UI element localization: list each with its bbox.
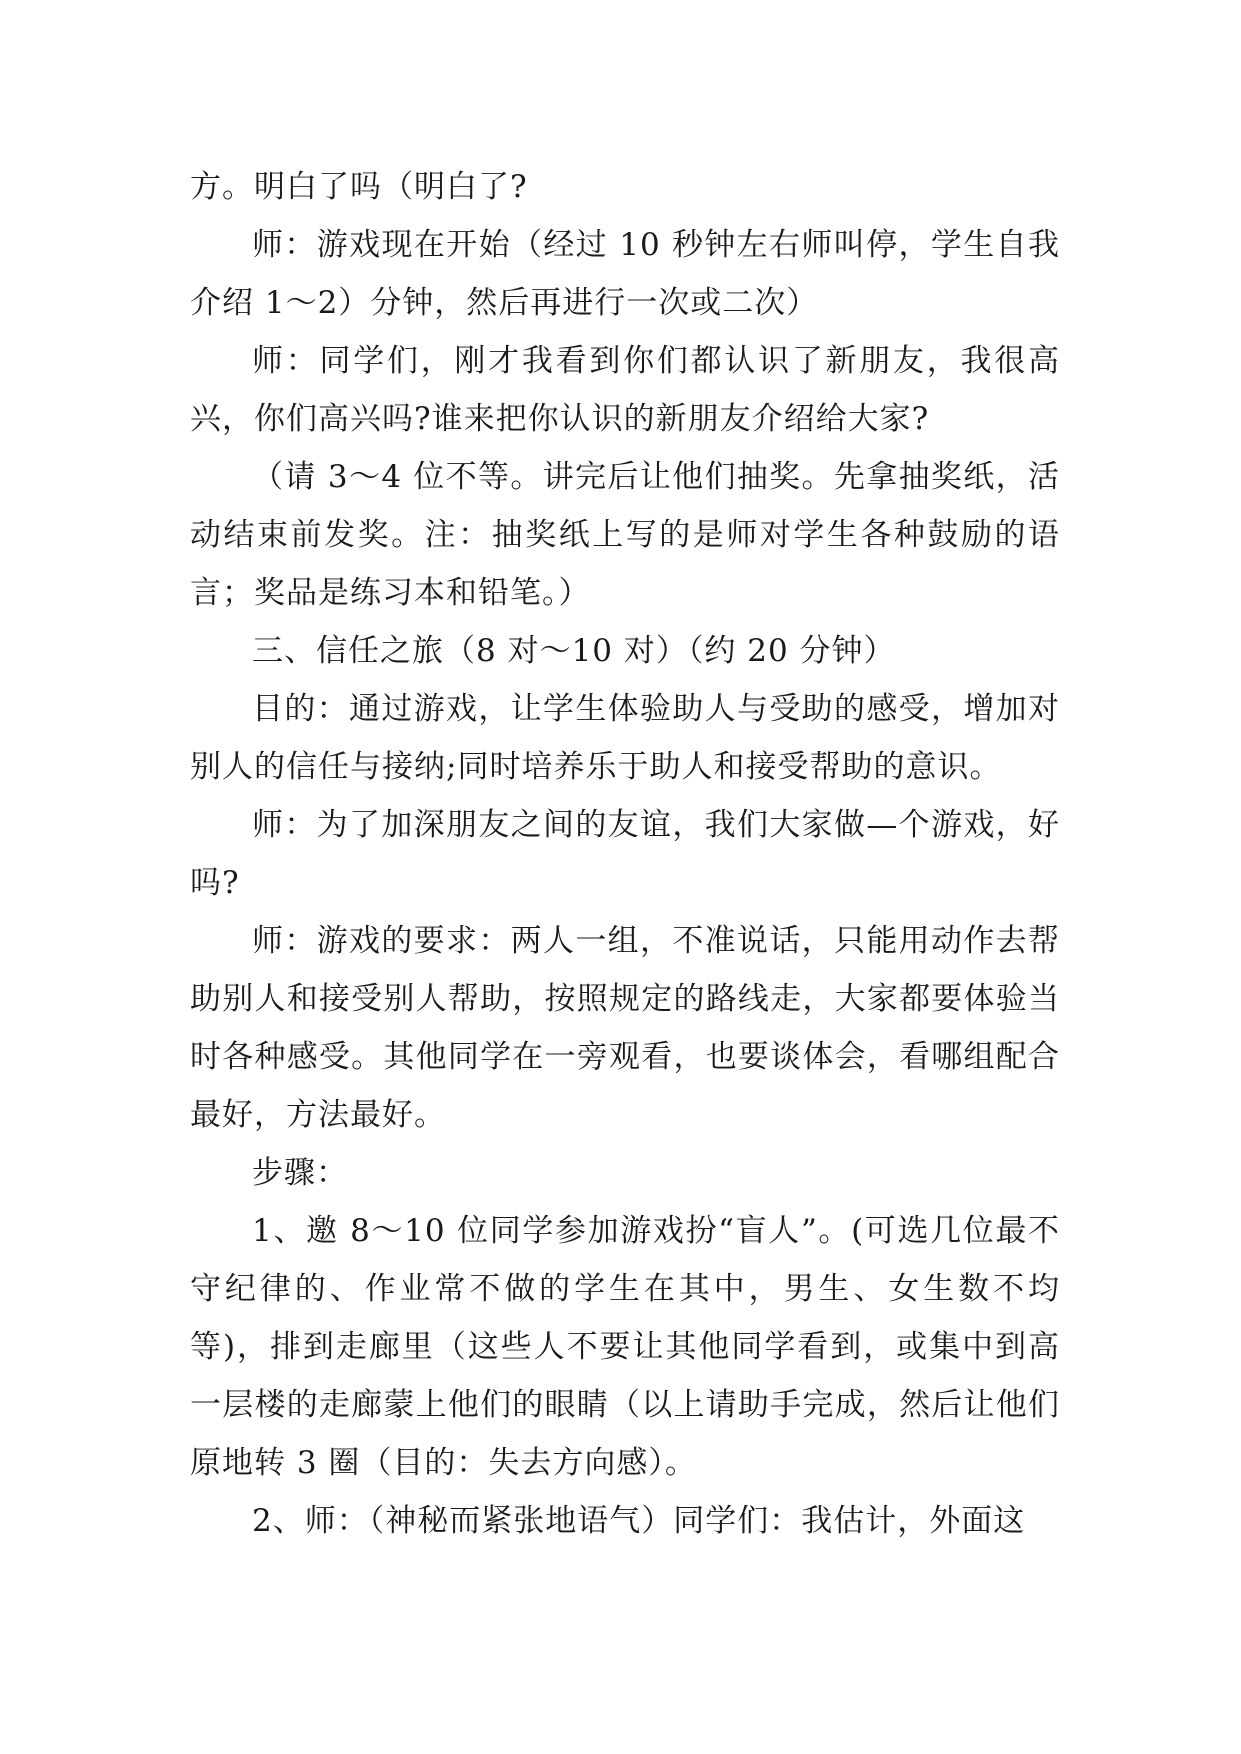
step-item: 1、邀 8～10 位同学参加游戏扮“盲人”。(可选几位最不守纪律的、作业常不做的学生在其中，男生、女生数不均等)，排到走廊里（这些人不要让其他同学看到，或集中到高一层楼的走廊蒙上他们的眼睛（以上请助手完成，然后让他们原地转 3 圈（目的：失去方向感）。 — [190, 1213, 1060, 1481]
step-item: 2、师：（神秘而紧张地语气）同学们：我估计，外面这 — [252, 1503, 1026, 1539]
paragraph: 师：为了加深朋友之间的友谊，我们大家做—个游戏，好吗? — [190, 807, 1060, 901]
paragraph: 师：同学们，刚才我看到你们都认识了新朋友，我很高兴，你们高兴吗?谁来把你认识的新朋友介绍给大家? — [190, 343, 1060, 437]
paragraph: 师：游戏的要求：两人一组，不准说话，只能用动作去帮助别人和接受别人帮助，按照规定的路线走，大家都要体验当时各种感受。其他同学在一旁观看，也要谈体会，看哪组配合最好，方法最好。 — [190, 923, 1060, 1133]
document-body — [190, 158, 1060, 1550]
paragraph: （请 3～4 位不等。讲完后让他们抽奖。先拿抽奖纸，活动结束前发奖。注：抽奖纸上写的是师对学生各种鼓励的语言；奖品是练习本和铅笔。） — [190, 459, 1060, 611]
paragraph: 师：游戏现在开始（经过 10 秒钟左右师叫停，学生自我介绍 1～2）分钟，然后再进行一次或二次） — [190, 227, 1060, 321]
paragraph: 目的：通过游戏，让学生体验助人与受助的感受，增加对别人的信任与接纳;同时培养乐于助人和接受帮助的意识。 — [190, 691, 1060, 785]
section-heading: 三、信任之旅（8 对～10 对）（约 20 分钟） — [252, 633, 896, 669]
paragraph: 方。明白了吗（明白了? — [190, 169, 528, 205]
steps-heading: 步骤： — [252, 1155, 348, 1191]
